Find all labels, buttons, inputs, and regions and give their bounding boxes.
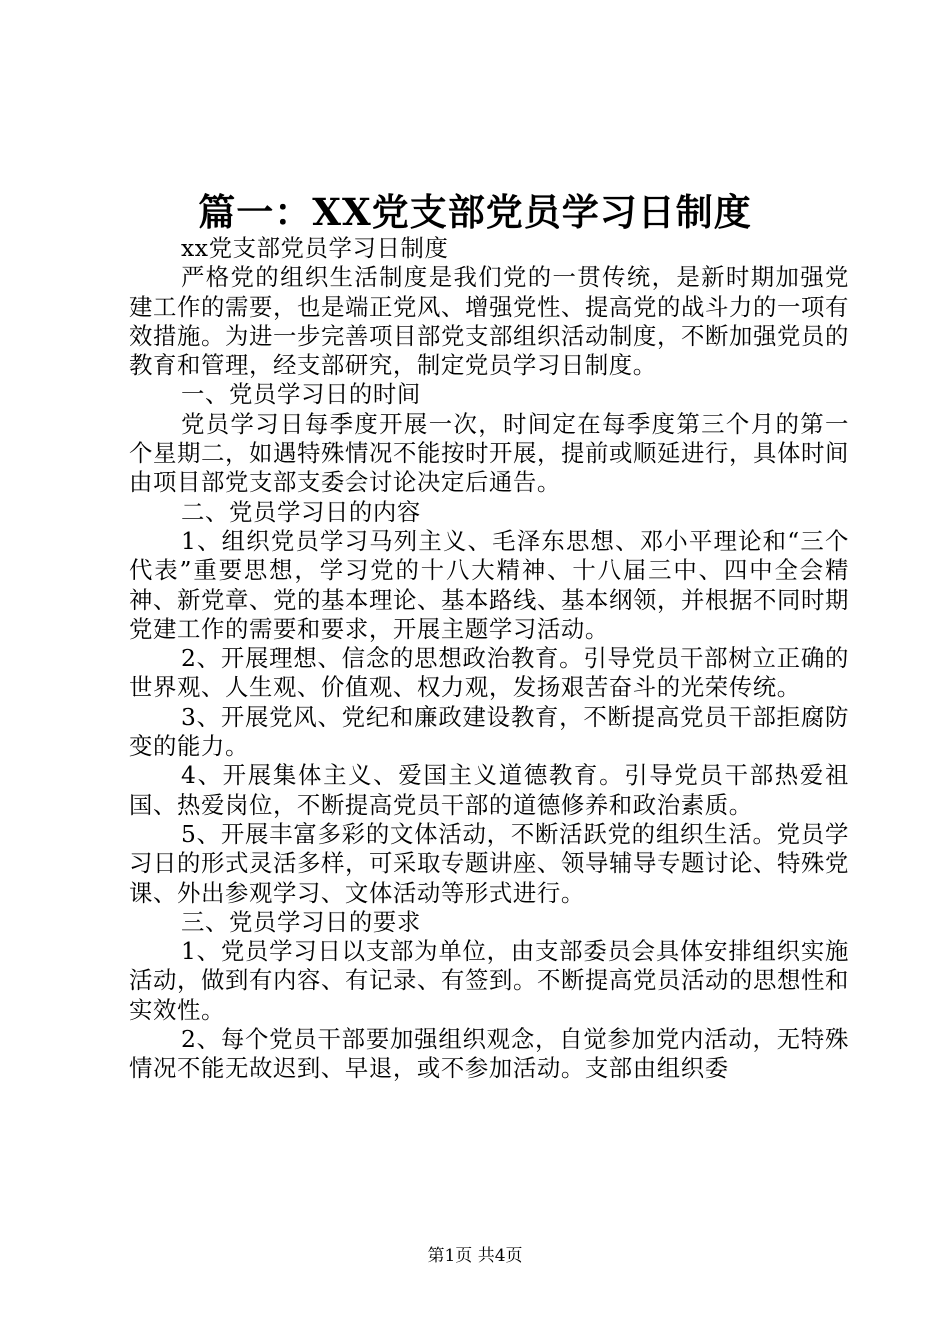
paragraph-content-4: 4、开展集体主义、爱国主义道德教育。引导党员干部热爱祖国、热爱岗位，不断提高党员干部的道德修养和政治素质。 [129,761,849,819]
document-body [129,234,849,1084]
section-heading-time: 一、党员学习日的时间 [181,380,421,409]
paragraph-intro: 严格党的组织生活制度是我们党的一贯传统，是新时期加强党建工作的需要，也是端正党风、增强党性、提高党的战斗力的一项有效措施。为进一步完善项目部党支部组织活动制度，不断加强党员的教育和管理，经支部研究，制定党员学习日制度。 [129,263,849,380]
paragraph-time: 党员学习日每季度开展一次，时间定在每季度第三个月的第一个星期二，如遇特殊情况不能按时开展，提前或顺延进行，具体时间由项目部党支部支委会讨论决定后通告。 [129,409,849,497]
paragraph-content-2: 2、开展理想、信念的思想政治教育。引导党员干部树立正确的世界观、人生观、价值观、权力观，发扬艰苦奋斗的光荣传统。 [129,644,849,702]
paragraph-requirement-2: 2、每个党员干部要加强组织观念，自觉参加党内活动，无特殊情况不能无故迟到、早退，或不参加活动。支部由组织委 [129,1025,849,1083]
section-heading-content: 二、党员学习日的内容 [181,497,421,526]
page-footer: 第1页 共4页 [427,1246,523,1266]
document-title: 篇一：XX党支部党员学习日制度 [198,190,752,234]
section-heading-requirements: 三、党员学习日的要求 [181,907,421,936]
paragraph-content-1: 1、组织党员学习马列主义、毛泽东思想、邓小平理论和“三个代表”重要思想，学习党的十八大精神、十八届三中、四中全会精神、新党章、党的基本理论、基本路线、基本纲领，并根据不同时期党建工作的需要和要求，开展主题学习活动。 [129,526,849,643]
paragraph-subtitle: xx党支部党员学习日制度 [181,234,449,262]
paragraph-content-5: 5、开展丰富多彩的文体活动，不断活跃党的组织生活。党员学习日的形式灵活多样，可采取专题讲座、领导辅导专题讨论、特殊党课、外出参观学习、文体活动等形式进行。 [129,819,849,907]
paragraph-content-3: 3、开展党风、党纪和廉政建设教育，不断提高党员干部拒腐防变的能力。 [129,702,849,761]
paragraph-requirement-1: 1、党员学习日以支部为单位，由支部委员会具体安排组织实施活动，做到有内容、有记录、有签到。不断提高党员活动的思想性和实效性。 [129,937,849,1024]
